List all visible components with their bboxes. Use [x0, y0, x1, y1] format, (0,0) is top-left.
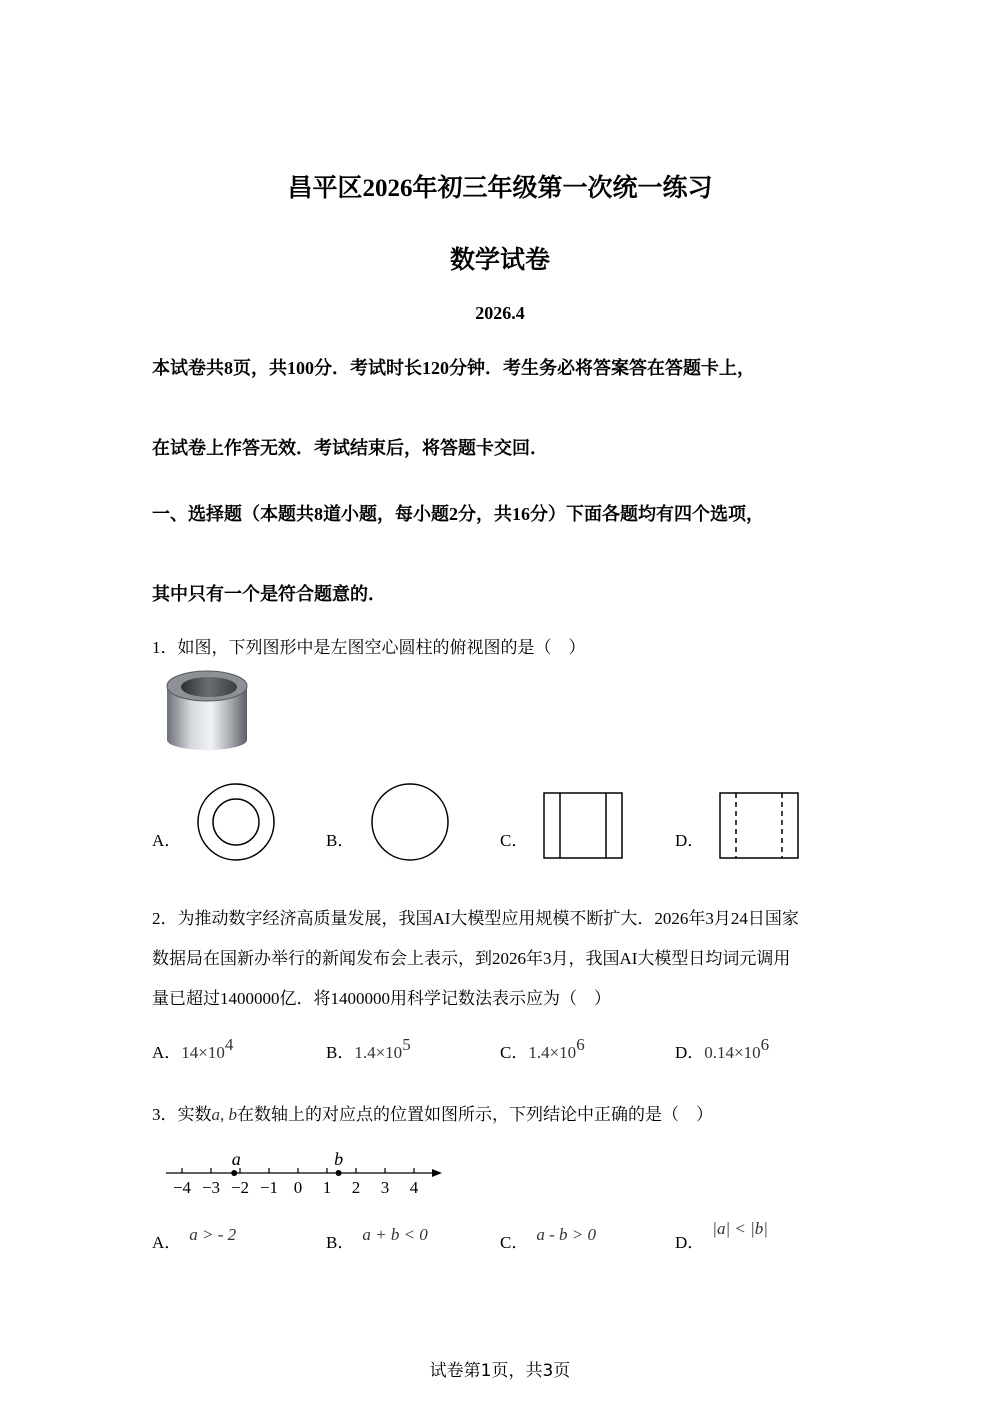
- question-2-option-c[interactable]: [500, 1035, 585, 1063]
- point-b-label: b: [334, 1149, 344, 1169]
- question-2-line-1: 2．为推动数字经济高质量发展，我国AI大模型应用规模不断扩大．2026年3月24日国家: [152, 909, 799, 928]
- section-heading-line-2: 其中只有一个是符合题意的．: [152, 584, 386, 604]
- number-line-ticks: [173, 1168, 419, 1197]
- hollow-cylinder-image: [160, 664, 255, 754]
- option-c-exponent: 6: [576, 1035, 585, 1054]
- option-a-base: 14×10: [181, 1043, 225, 1062]
- number-line-figure: [160, 1145, 450, 1205]
- option-b-expression: a + b < 0: [362, 1225, 428, 1244]
- question-2-line-3: 量已超过1400000亿．将1400000用科学记数法表示应为（ ）: [152, 989, 611, 1008]
- page-title: 昌平区2026年初三年级第一次统一练习: [287, 175, 713, 202]
- question-3-option-a[interactable]: [152, 1225, 237, 1253]
- question-2-line-2: 数据局在国新办举行的新闻发布会上表示，到2026年3月，我国AI大模型日均词元调用: [152, 949, 791, 968]
- number-line-tick-label: 4: [409, 1178, 419, 1197]
- option-c-base: 1.4×10: [528, 1043, 577, 1062]
- option-a-exponent: 4: [224, 1035, 234, 1054]
- option-b-circle-figure: [369, 782, 451, 862]
- option-b-base: 1.4×10: [354, 1043, 403, 1062]
- point-b-dot: [336, 1170, 342, 1176]
- option-label: B．: [326, 1043, 355, 1062]
- question-2-option-b[interactable]: [326, 1035, 411, 1063]
- number-line-tick-label: −2: [230, 1178, 250, 1197]
- number-line-tick-label: −1: [259, 1178, 279, 1197]
- question-3-option-c[interactable]: [500, 1225, 596, 1253]
- number-line-tick-label: −4: [172, 1178, 192, 1197]
- question-2-option-d[interactable]: [675, 1035, 769, 1063]
- point-a-label: a: [231, 1149, 241, 1169]
- exam-date: 2026.4: [475, 303, 525, 323]
- option-d-exponent: 6: [760, 1035, 770, 1054]
- question-3-suffix: 在数轴上的对应点的位置如图所示，下列结论中正确的是（ ）: [237, 1105, 713, 1124]
- option-d-base: 0.14×10: [704, 1043, 761, 1062]
- question-1-option-a-label[interactable]: A．: [152, 831, 182, 850]
- question-1-text: 1．如图，下列图形中是左图空心圆柱的俯视图的是（ ）: [152, 638, 586, 657]
- option-a-annulus-figure: [195, 782, 277, 862]
- question-1-option-d-label[interactable]: D．: [675, 831, 705, 850]
- option-label: C．: [500, 1043, 529, 1062]
- option-d-expression: |a| < |b|: [712, 1219, 768, 1238]
- option-c-expression: a - b > 0: [536, 1225, 596, 1244]
- option-label: B．: [326, 1233, 355, 1252]
- instructions-line-2: 在试卷上作答无效．考试结束后，将答题卡交回．: [152, 438, 548, 458]
- number-line-tick-label: 3: [380, 1178, 390, 1197]
- point-a-dot: [231, 1170, 237, 1176]
- number-line-tick-label: 1: [322, 1178, 332, 1197]
- section-heading-line-1: 一、选择题（本题共8道小题，每小题2分，共16分）下面各题均有四个选项，: [152, 504, 764, 524]
- option-b-exponent: 5: [402, 1035, 411, 1054]
- option-label: C．: [500, 1233, 529, 1252]
- option-c-rectangle-solid-lines-figure: [543, 791, 625, 861]
- option-d-rectangle-dashed-lines-figure: [719, 791, 801, 861]
- question-1-option-c-label[interactable]: C．: [500, 831, 529, 850]
- instructions-line-1: 本试卷共8页，共100分．考试时长120分钟．考生务必将答案答在答题卡上，: [152, 358, 755, 378]
- option-label: D．: [675, 1233, 705, 1252]
- question-2-option-a[interactable]: [152, 1035, 233, 1063]
- number-line-arrow: [432, 1169, 442, 1177]
- question-3-option-b[interactable]: [326, 1225, 428, 1253]
- question-3-text: [152, 1100, 713, 1125]
- page-subtitle: 数学试卷: [449, 247, 550, 274]
- option-label: A．: [152, 1233, 182, 1252]
- question-3-variables: a, b: [211, 1105, 237, 1124]
- number-line-tick-label: 2: [351, 1178, 361, 1197]
- question-1-option-b-label[interactable]: B．: [326, 831, 355, 850]
- option-label: D．: [675, 1043, 705, 1062]
- page-footer: 试卷第1页，共3页: [429, 1361, 571, 1381]
- number-line-tick-label: −3: [201, 1178, 221, 1197]
- number-line-tick-label: 0: [293, 1178, 303, 1197]
- question-3-option-d[interactable]: [675, 1219, 768, 1253]
- option-label: A．: [152, 1043, 182, 1062]
- option-a-expression: a > - 2: [189, 1225, 237, 1244]
- question-3-prefix: 3．实数: [152, 1105, 212, 1124]
